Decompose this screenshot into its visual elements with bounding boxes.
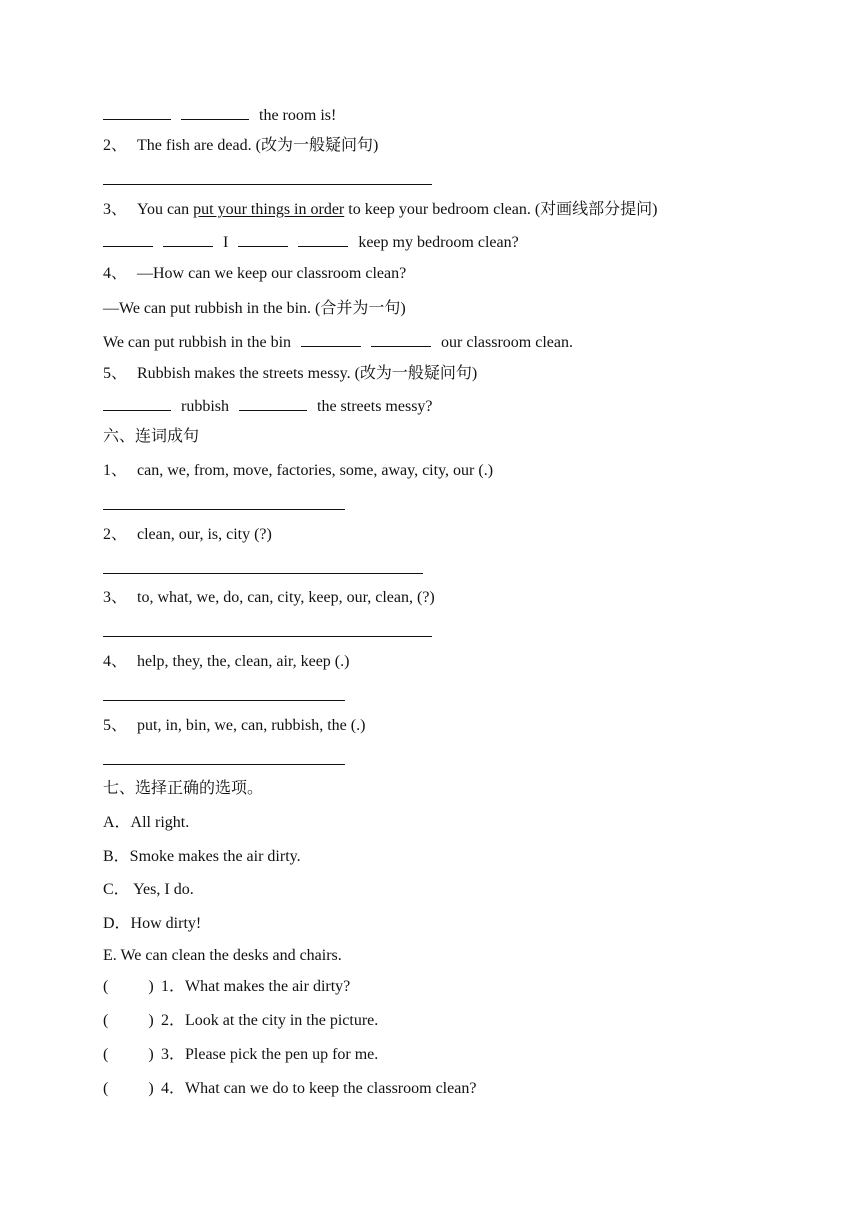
answer-word: I: [223, 234, 229, 251]
q5-line: [103, 364, 477, 384]
question-number: 5、: [103, 717, 128, 734]
option-b: B．Smoke makes the air dirty.: [103, 848, 301, 865]
question-text: put, in, bin, we, can, rubbish, the (.): [137, 717, 366, 734]
question-number: 4、: [103, 265, 128, 282]
question-text: clean, our, is, city (?): [137, 526, 272, 543]
blank[interactable]: [103, 232, 153, 247]
blank[interactable]: [181, 105, 249, 120]
blank[interactable]: [301, 332, 361, 347]
question-number: 4、: [103, 653, 128, 670]
q5-answer-line: [103, 396, 433, 417]
answer-line[interactable]: [103, 636, 432, 637]
s6-item-2: [103, 525, 272, 545]
question-text: 3．Please pick the pen up for me.: [161, 1046, 379, 1063]
blank[interactable]: [239, 396, 307, 411]
question-text: can, we, from, move, factories, some, away, city, our (.): [137, 462, 494, 479]
blank[interactable]: [298, 232, 348, 247]
blank[interactable]: [238, 232, 288, 247]
section-7-title: 七、选择正确的选项。: [103, 780, 264, 797]
blank[interactable]: [103, 105, 171, 120]
s6-item-3: [103, 588, 435, 608]
s6-item-4: [103, 652, 349, 672]
answer-bracket[interactable]: ( ): [103, 1046, 154, 1063]
blank[interactable]: [103, 396, 171, 411]
question-text: —We can put rubbish in the bin. (合并为一句): [103, 300, 406, 317]
question-text: help, they, the, clean, air, keep (.): [137, 653, 350, 670]
answer-tail: keep my bedroom clean?: [358, 234, 519, 251]
question-number: 2、: [103, 526, 128, 543]
answer-line[interactable]: [103, 184, 432, 185]
q3-answer-line: [103, 232, 519, 253]
answer-bracket[interactable]: ( ): [103, 978, 154, 995]
question-number: 1、: [103, 462, 128, 479]
q2-line: [103, 136, 378, 156]
question-text-pre: You can: [137, 201, 194, 218]
question-number: 3、: [103, 201, 128, 218]
blank[interactable]: [371, 332, 431, 347]
section-6-title: 六、连词成句: [103, 428, 200, 445]
s6-item-1: [103, 461, 493, 481]
option-c: C． Yes, I do.: [103, 881, 194, 898]
s7-question-4: [103, 1079, 476, 1099]
s6-item-5: [103, 716, 365, 736]
answer-line[interactable]: [103, 764, 345, 765]
question-number: 3、: [103, 589, 128, 606]
answer-bracket[interactable]: ( ): [103, 1012, 154, 1029]
question-text: The fish are dead. (改为一般疑问句): [137, 137, 379, 154]
option-a: A．All right.: [103, 814, 190, 831]
question-text: to, what, we, do, can, city, keep, our, clean, (?): [137, 589, 435, 606]
question-text: Rubbish makes the streets messy. (改为一般疑问句): [137, 365, 478, 382]
answer-line[interactable]: [103, 700, 345, 701]
q4-second-line: [103, 299, 406, 319]
option-e: E. We can clean the desks and chairs.: [103, 947, 342, 964]
answer-tail: our classroom clean.: [441, 334, 573, 351]
q1-answer-line: [103, 105, 336, 126]
option-d: D．How dirty!: [103, 915, 202, 932]
s7-question-2: [103, 1011, 378, 1031]
question-number: 5、: [103, 365, 128, 382]
question-number: 2、: [103, 137, 128, 154]
s7-question-3: [103, 1045, 378, 1065]
answer-line[interactable]: [103, 573, 423, 574]
answer-line[interactable]: [103, 509, 345, 510]
answer-bracket[interactable]: ( ): [103, 1080, 154, 1097]
answer-pre: We can put rubbish in the bin: [103, 334, 292, 351]
q4-answer-line: [103, 332, 573, 353]
s7-question-1: [103, 977, 350, 997]
question-text: 4．What can we do to keep the classroom clean?: [161, 1080, 477, 1097]
answer-word: rubbish: [181, 398, 229, 415]
q1-tail-text: the room is!: [259, 107, 337, 124]
underlined-phrase: put your things in order: [193, 201, 345, 218]
question-text: 2．Look at the city in the picture.: [161, 1012, 379, 1029]
blank[interactable]: [163, 232, 213, 247]
q4-line: [103, 264, 406, 284]
question-text-post: to keep your bedroom clean. (对画线部分提问): [344, 201, 658, 218]
question-text: 1．What makes the air dirty?: [161, 978, 351, 995]
q3-line: [103, 200, 658, 220]
question-text: —How can we keep our classroom clean?: [137, 265, 407, 282]
answer-tail: the streets messy?: [317, 398, 433, 415]
